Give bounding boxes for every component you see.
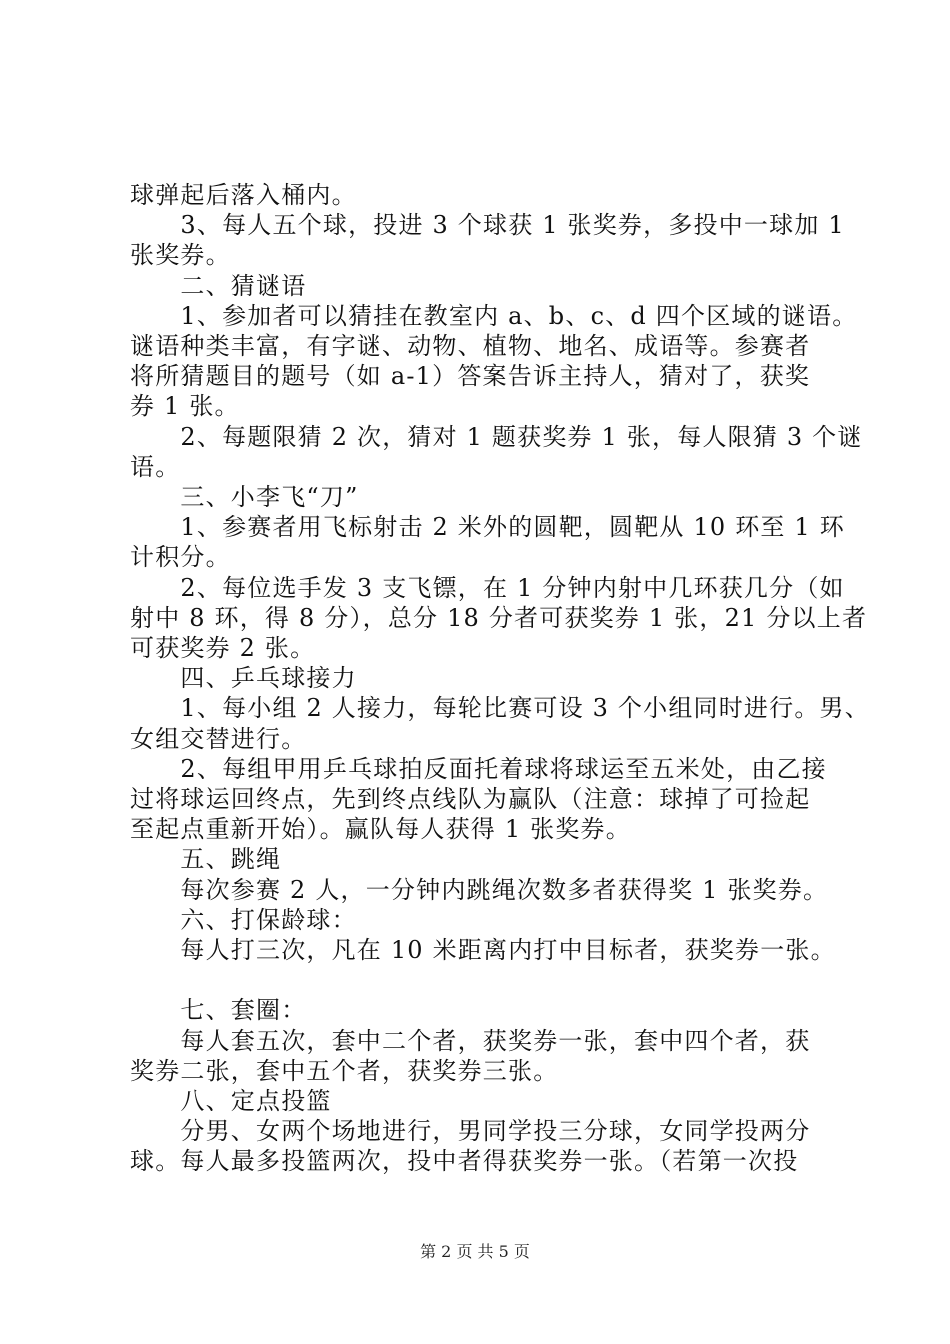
- text-line: 奖券二张，套中五个者，获奖券三张。: [130, 1056, 559, 1085]
- text-line: 将所猜题目的题号（如 a-1）答案告诉主持人，猜对了，获奖: [130, 362, 811, 391]
- text-line: 球弹起后落入桶内。: [130, 181, 357, 209]
- text-line: 球。每人最多投篮两次，投中者得获奖券一张。（若第一次投: [130, 1147, 799, 1176]
- section-heading: 五、跳绳: [130, 845, 282, 874]
- text-line: 女组交替进行。: [130, 724, 307, 753]
- text-line: 至起点重新开始）。赢队每人获得 1 张奖券。: [130, 815, 631, 844]
- text-line: 1、参加者可以猜挂在教室内 a、b、c、d 四个区域的谜语。: [130, 301, 858, 330]
- section-heading: 六、打保龄球：: [130, 905, 357, 934]
- text-line: 过将球运回终点，先到终点线队为赢队（注意：球掉了可捡起: [130, 785, 811, 813]
- section-heading: 八、定点投篮: [130, 1087, 332, 1115]
- text-line: 谜语种类丰富，有字谜、动物、植物、地名、成语等。参赛者: [130, 332, 811, 360]
- section-heading: 三、小李飞“刀”: [130, 483, 359, 511]
- section-heading: 七、套圈：: [130, 996, 307, 1025]
- text-line: 3、每人五个球，投进 3 个球获 1 张奖券，多投中一球加 1: [130, 211, 845, 240]
- text-line: 每人套五次，套中二个者，获奖券一张，套中四个者，获: [130, 1026, 811, 1055]
- section-heading: 四、乒乓球接力: [130, 664, 357, 693]
- text-line: 2、每位选手发 3 支飞镖，在 1 分钟内射中几环获几分（如: [130, 573, 845, 602]
- text-line: 券 1 张。: [130, 392, 240, 421]
- text-line: 语。: [130, 452, 181, 481]
- text-line: 1、参赛者用飞标射击 2 米外的圆靶，圆靶从 10 环至 1 环: [130, 513, 845, 542]
- text-line: 射中 8 环，得 8 分），总分 18 分者可获奖券 1 张，21 分以上者: [130, 603, 868, 632]
- text-line: 每次参赛 2 人，一分钟内跳绳次数多者获得奖 1 张奖券。: [130, 875, 829, 904]
- text-line: 可获奖券 2 张。: [130, 634, 316, 662]
- text-line: 1、每小组 2 人接力，每轮比赛可设 3 个小组同时进行。男、: [130, 694, 870, 723]
- text-line: 2、每组甲用乒乓球拍反面托着球将球运至五米处，由乙接: [130, 754, 827, 783]
- text-line: 张奖券。: [130, 241, 231, 270]
- blank-line: [130, 963, 840, 997]
- text-line: 计积分。: [130, 543, 231, 572]
- page-number-footer: 第 2 页 共 5 页: [420, 1242, 530, 1261]
- text-line: 2、每题限猜 2 次，猜对 1 题获奖券 1 张，每人限猜 3 个谜: [130, 422, 863, 451]
- text-line: 每人打三次，凡在 10 米距离内打中目标者，获奖券一张。: [130, 936, 836, 964]
- section-heading: 二、猜谜语: [130, 271, 307, 300]
- text-line: 分男、女两个场地进行，男同学投三分球，女同学投两分: [130, 1117, 811, 1146]
